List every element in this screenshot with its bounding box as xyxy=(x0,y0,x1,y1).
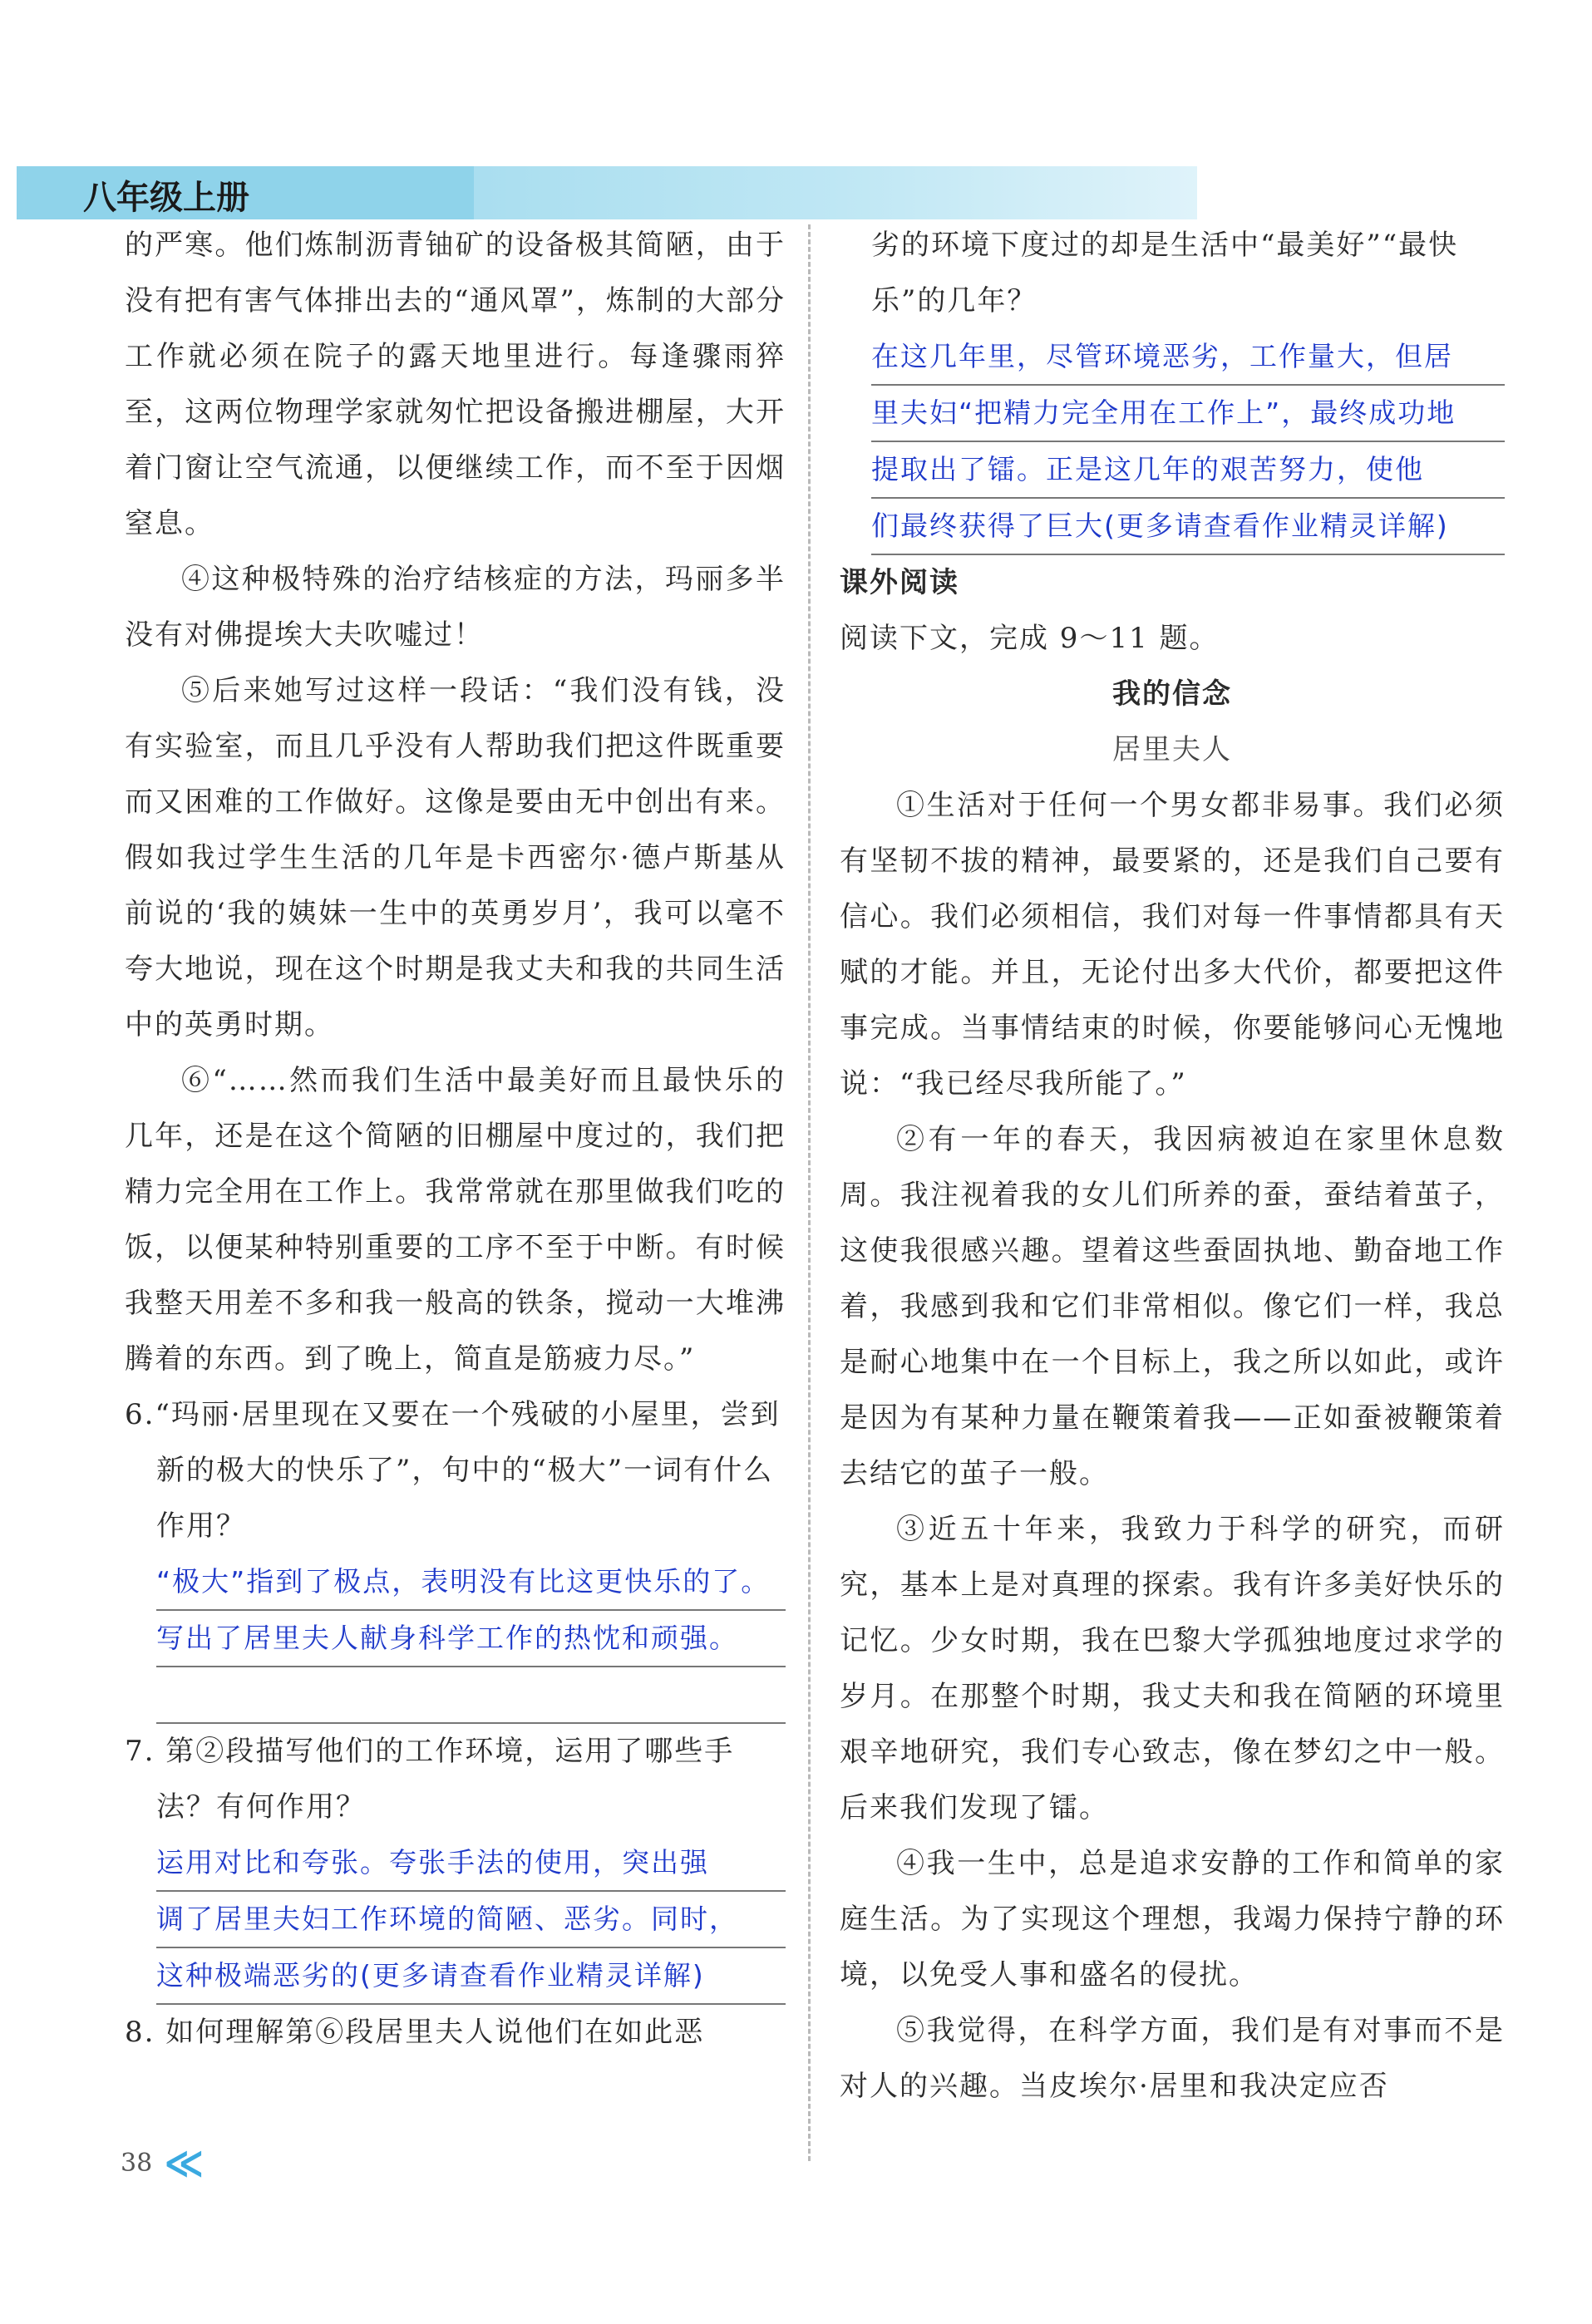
right-column xyxy=(840,218,1505,2115)
answer-8-line-3[interactable]: 提取出了镭。正是这几年的艰苦努力，使他 xyxy=(871,442,1505,499)
article-title: 我的信念 xyxy=(1112,677,1232,711)
paragraph-6: ⑥“……然而我们生活中最美好而且最快乐的几年，还是在这个简陋的旧棚屋中度过的，我们把精力完全用在工作上。我常常就在那里做我们吃的饭，以便某种特别重要的工序不至于中断。有时候我整天用差不多和我一般高的铁条，搅动一大堆沸腾着的东西。到了晚上，简直是筋疲力尽。” xyxy=(125,1064,786,1376)
reading-paragraph-3: ③近五十年来，我致力于科学的研究，而研究，基本上是对真理的探索。我有许多美好快乐的记忆。少女时期，我在巴黎大学孤独地度过求学的岁月。在那整个时期，我丈夫和我在简陋的环境里艰辛地研究，我们专心致志，像在梦幻之中一般。后来我们发现了镭。 xyxy=(840,1513,1505,1824)
article-author: 居里夫人 xyxy=(1112,733,1232,766)
answer-8-line-4[interactable]: 们最终获得了巨大(更多请查看作业精灵详解) xyxy=(871,499,1505,555)
question-8: 8. 如何理解第⑥段居里夫人说他们在如此恶 xyxy=(125,2016,705,2049)
question-6: 6.“玛丽·居里现在又要在一个残破的小屋里，尝到新的极大的快乐了”，句中的“极大”一词有什么作用？ xyxy=(125,1398,781,1543)
answer-8-line-2[interactable]: 里夫妇“把精力完全用在工作上”，最终成功地 xyxy=(871,386,1505,442)
answer-7-line-3[interactable]: 这种极端恶劣的(更多请查看作业精灵详解) xyxy=(156,1948,786,2005)
question-7: 7. 第②段描写他们的工作环境，运用了哪些手法？有何作用？ xyxy=(125,1735,735,1824)
page-number: 38 xyxy=(121,2148,153,2178)
page-footer xyxy=(121,2140,204,2185)
answer-6-blank-line[interactable] xyxy=(156,1667,786,1724)
reading-paragraph-1: ①生活对于任何一个男女都非易事。我们必须有坚韧不拔的精神，最要紧的，还是我们自己要有信心。我们必须相信，我们对每一件事情都具有天赋的才能。并且，无论付出多大代价，都要把这件事完成。当事情结束的时候，你要能够问心无愧地说：“我已经尽我所能了。” xyxy=(840,789,1505,1100)
section-title: 课外阅读 xyxy=(840,566,959,599)
answer-6-line-1[interactable]: “极大”指到了极点，表明没有比这更快乐的了。 xyxy=(156,1554,786,1611)
answer-6-line-2[interactable]: 写出了居里夫人献身科学工作的热忱和顽强。 xyxy=(156,1611,786,1667)
answer-7-line-2[interactable]: 调了居里夫妇工作环境的简陋、恶劣。同时， xyxy=(156,1892,786,1948)
double-chevron-left-icon: ≪ xyxy=(164,2140,205,2185)
paragraph-5: ⑤后来她写过这样一段话：“我们没有钱，没有实验室，而且几乎没有人帮助我们把这件既重要而又困难的工作做好。这像是要由无中创出有来。假如我过学生生活的几年是卡西密尔·德卢斯基从前说的‘我的姨妹一生中的英勇岁月’，我可以毫不夸大地说，现在这个时期是我丈夫和我的共同生活中的英勇时期。 xyxy=(125,674,786,1041)
reading-paragraph-5: ⑤我觉得，在科学方面，我们是有对事而不是对人的兴趣。当皮埃尔·居里和我决定应否 xyxy=(840,2014,1505,2103)
reading-paragraph-4: ④我一生中，总是追求安静的工作和简单的家庭生活。为了实现这个理想，我竭力保持宁静的环境，以免受人事和盛名的侵扰。 xyxy=(840,1847,1505,1992)
left-column xyxy=(125,218,786,2061)
question-8-continued: 劣的环境下度过的却是生活中“最美好”“最快乐”的几年？ xyxy=(871,229,1459,318)
paragraph-4: ④这种极特殊的治疗结核症的方法，玛丽多半没有对佛提埃大夫吹嘘过！ xyxy=(125,563,786,652)
page-header-title: 八年级上册 xyxy=(83,179,249,217)
reading-instruction: 阅读下文，完成 9～11 题。 xyxy=(840,622,1220,655)
paragraph-continued: 的严寒。他们炼制沥青铀矿的设备极其简陋，由于没有把有害气体排出去的“通风罩”，炼制的大部分工作就必须在院子的露天地里进行。每逢骤雨猝至，这两位物理学家就匆忙把设备搬进棚屋，大开着门窗让空气流通，以便继续工作，而不至于因烟窒息。 xyxy=(125,229,786,540)
answer-7-line-1[interactable]: 运用对比和夸张。夸张手法的使用，突出强 xyxy=(156,1835,786,1892)
reading-paragraph-2: ②有一年的春天，我因病被迫在家里休息数周。我注视着我的女儿们所养的蚕，蚕结着茧子，这使我很感兴趣。望着这些蚕固执地、勤奋地工作着，我感到我和它们非常相似。像它们一样，我总是耐心地集中在一个目标上，我之所以如此，或许是因为有某种力量在鞭策着我——正如蚕被鞭策着去结它的茧子一般。 xyxy=(840,1123,1505,1490)
column-divider xyxy=(808,224,811,2161)
answer-8-line-1[interactable]: 在这几年里，尽管环境恶劣，工作量大，但居 xyxy=(871,329,1505,386)
